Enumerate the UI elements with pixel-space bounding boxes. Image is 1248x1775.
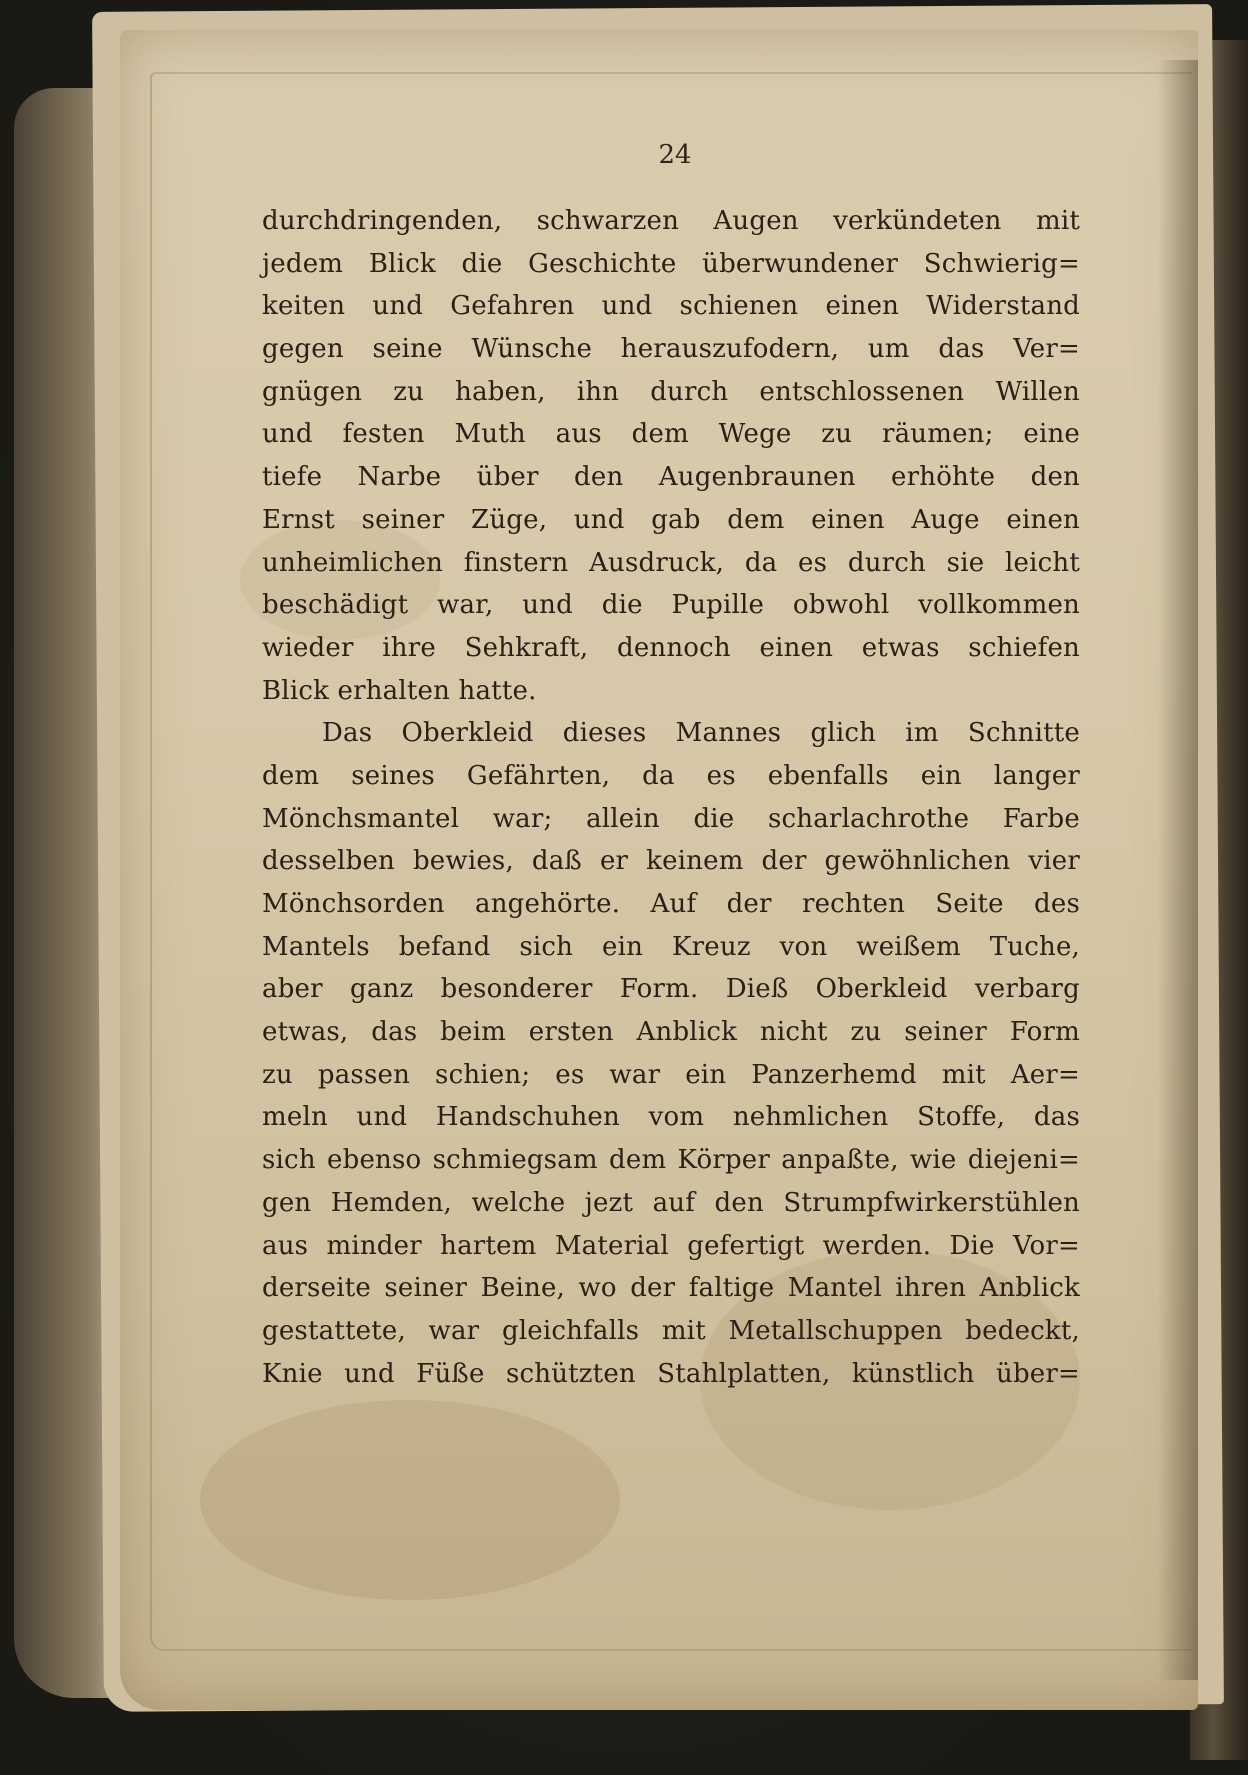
text-line: aus minder hartem Material gefertigt werden. Die Vor= bbox=[262, 1230, 1080, 1261]
text-line: beschädigt war, und die Pupille obwohl vollkommen bbox=[262, 590, 1080, 621]
text-line: wieder ihre Sehkraft, dennoch einen etwas schiefen bbox=[262, 632, 1080, 663]
paper-stain bbox=[200, 1400, 620, 1600]
text-line: dem seines Gefährten, da es ebenfalls ein langer bbox=[262, 760, 1080, 791]
text-line: Ernst seiner Züge, und gab dem einen Auge einen bbox=[262, 504, 1080, 535]
text-line: Mantels befand sich ein Kreuz von weißem Tuche, bbox=[262, 931, 1080, 962]
text-line: und festen Muth aus dem Wege zu räumen; eine bbox=[262, 419, 1080, 450]
text-line: meln und Handschuhen vom nehmlichen Stoffe, das bbox=[262, 1102, 1080, 1133]
text-line: gnügen zu haben, ihn durch entschlossenen Willen bbox=[262, 376, 1080, 407]
text-line: etwas, das beim ersten Anblick nicht zu seiner Form bbox=[262, 1017, 1080, 1048]
text-line: Das Oberkleid dieses Mannes glich im Schnitte bbox=[322, 718, 1080, 749]
text-line: keiten und Gefahren und schienen einen Widerstand bbox=[262, 291, 1080, 322]
text-line: derseite seiner Beine, wo der faltige Mantel ihren Anblick bbox=[262, 1273, 1080, 1304]
text-line: durchdringenden, schwarzen Augen verkündeten mit bbox=[262, 206, 1080, 236]
text-line: desselben bewies, daß er keinem der gewöhnlichen vier bbox=[262, 846, 1080, 877]
text-line: unheimlichen finstern Ausdruck, da es durch sie leicht bbox=[262, 547, 1080, 578]
page-number: 24 bbox=[658, 140, 692, 170]
text-line: gestattete, war gleichfalls mit Metallschuppen bedeckt, bbox=[262, 1315, 1080, 1346]
text-line: Knie und Füße schützten Stahlplatten, künstlich über= bbox=[262, 1358, 1080, 1389]
body-text bbox=[262, 200, 1080, 1395]
text-line: aber ganz besonderer Form. Dieß Oberkleid verbarg bbox=[262, 974, 1080, 1005]
text-line: Blick erhalten hatte. bbox=[262, 675, 537, 706]
text-line: Mönchsorden angehörte. Auf der rechten Seite des bbox=[262, 889, 1080, 919]
text-line: Mönchsmantel war; allein die scharlachrothe Farbe bbox=[262, 803, 1080, 834]
text-line: gegen seine Wünsche herauszufodern, um das Ver= bbox=[262, 334, 1080, 365]
gutter-shadow bbox=[1158, 60, 1198, 1680]
text-line: gen Hemden, welche jezt auf den Strumpfwirkerstühlen bbox=[262, 1187, 1080, 1218]
text-line: tiefe Narbe über den Augenbraunen erhöhte den bbox=[262, 462, 1080, 493]
text-line: zu passen schien; es war ein Panzerhemd mit Aer= bbox=[262, 1059, 1080, 1090]
text-line: jedem Blick die Geschichte überwundener Schwierig= bbox=[262, 248, 1080, 279]
text-line: sich ebenso schmiegsam dem Körper anpaßte, wie diejeni= bbox=[262, 1145, 1080, 1176]
